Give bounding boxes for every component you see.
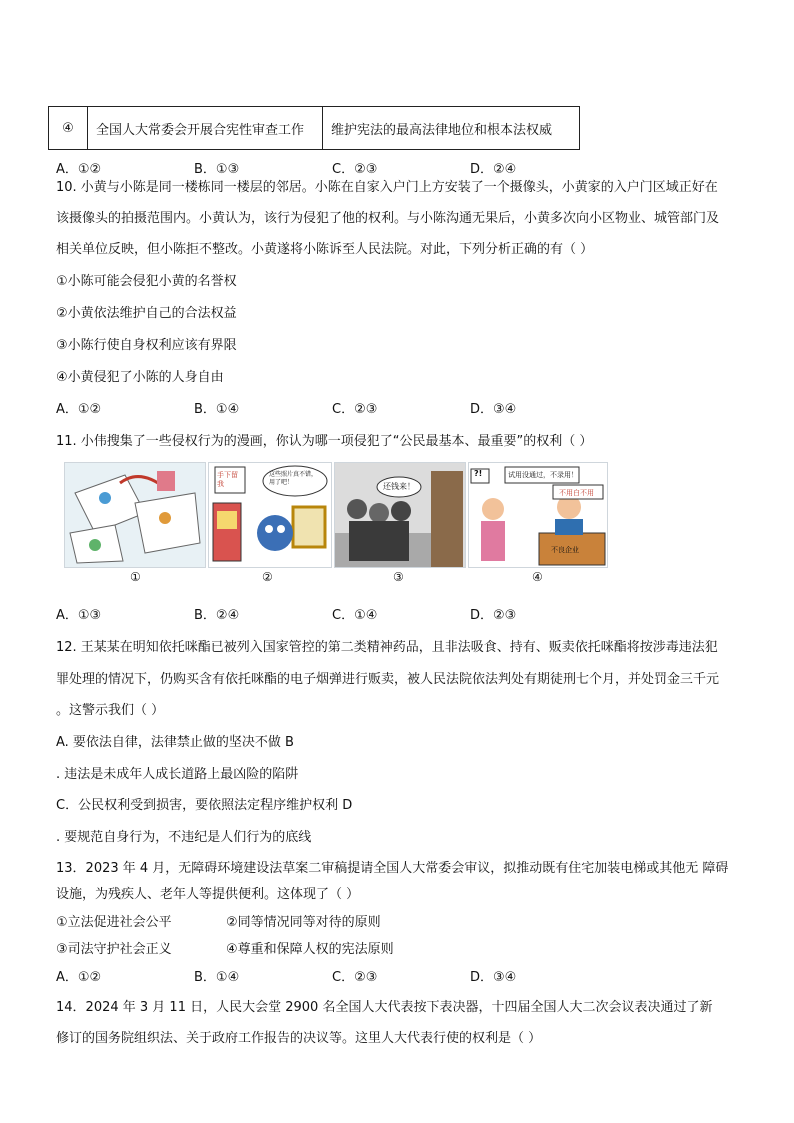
q13-option-a: A．①② [56, 970, 102, 985]
q11-option-b: B．②④ [194, 608, 240, 623]
q12-stem-line1: 12. 王某某在明知依托咪酯已被列入国家管控的第二类精神药品，且非法吸食、持有、贩卖依托咪酯将按涉毒违法犯 [56, 640, 718, 655]
cartoon-4-caption: ④ [532, 570, 543, 584]
table-cell-num: ④ [49, 107, 88, 150]
q9-option-c: C．②③ [332, 162, 378, 177]
q12-stem-line3: 。这警示我们（ ） [56, 703, 165, 718]
q10-stem-line1: 10. 小黄与小陈是同一楼栋同一楼层的邻居。小陈在自家入户门上方安装了一个摄像头，小黄家的入户门区域正好在 [56, 180, 718, 195]
q9-option-d: D．②④ [470, 162, 517, 177]
cartoon-2-sign: 手下留我 [217, 471, 238, 488]
q9-option-a: A．①② [56, 162, 102, 177]
cartoon-2 [208, 462, 332, 568]
cartoon-4-desk-sign: 不良企业 [551, 546, 579, 554]
cartoon-4-mark: ?! [474, 469, 483, 478]
q10-stem-line2: 该摄像头的拍摄范围内。小黄认为，该行为侵犯了他的权利。与小陈沟通无果后，小黄多次向小区物业、城管部门及 [56, 211, 720, 226]
q9-table [48, 106, 580, 150]
q10-item-3: ③小陈行使自身权利应该有界限 [56, 338, 237, 353]
q14-stem-line1: 14．2024 年 3 月 11 日，人民大会堂 2900 名全国人大代表按下表决器，十四届全国人大二次会议表决通过了新 [56, 1000, 713, 1015]
cartoon-1-drawing [65, 463, 205, 567]
q12-stem-line2: 罪处理的情况下，仍购买含有依托咪酯的电子烟弹进行贩卖，被人民法院依法判处有期徒刑七个月，并处罚金三千元 [56, 672, 720, 687]
cartoon-3 [334, 462, 466, 568]
q13-item-1: ①立法促进社会公平 [56, 915, 172, 930]
cartoon-1 [64, 462, 206, 568]
cartoon-3-bubble: 还钱来！ [383, 482, 415, 491]
q12-option-d: . 要规范自身行为，不违纪是人们行为的底线 [56, 830, 312, 845]
cartoon-4 [468, 462, 608, 568]
q10-option-a: A．①② [56, 402, 102, 417]
q13-stem-line2: 设施，为残疾人、老年人等提供便利。这体现了（ ） [56, 887, 360, 902]
q13-stem-line1: 13．2023 年 4 月，无障碍环境建设法草案二审稿提请全国人大常委会审议，拟推动既有住宅加装电梯或其他无 障碍 [56, 861, 729, 876]
q12-option-a: A. 要依法自律，法律禁止做的坚决不做 B [56, 735, 294, 750]
table-row [49, 107, 580, 150]
q13-item-2: ②同等情况同等对待的原则 [226, 915, 381, 930]
q9-option-b: B．①③ [194, 162, 240, 177]
q13-option-c: C．②③ [332, 970, 378, 985]
q10-option-c: C．②③ [332, 402, 378, 417]
table-cell-measure: 全国人大常委会开展合宪性审查工作 [88, 107, 323, 150]
q12-option-b: . 违法是未成年人成长道路上最凶险的陷阱 [56, 767, 299, 782]
table-cell-meaning: 维护宪法的最高法律地位和根本法权威 [323, 107, 580, 150]
cartoon-3-caption: ③ [393, 570, 404, 584]
q11-stem: 11. 小伟搜集了一些侵权行为的漫画，你认为哪一项侵犯了“公民最基本、最重要”的权利（ ） [56, 434, 593, 449]
q12-option-c: C．公民权利受到损害，要依照法定程序维护权利 D [56, 798, 353, 813]
q10-item-1: ①小陈可能会侵犯小黄的名誉权 [56, 274, 237, 289]
q10-item-2: ②小黄依法维护自己的合法权益 [56, 306, 237, 321]
q10-option-b: B．①④ [194, 402, 240, 417]
q10-stem-line3: 相关单位反映，但小陈拒不整改。小黄遂将小陈诉至人民法院。对此，下列分析正确的有（ ） [56, 242, 594, 257]
cartoon-2-bubble: 这些照片真不错，用了吧！ [269, 471, 318, 486]
cartoon-1-caption: ① [130, 570, 141, 584]
q13-item-3: ③司法守护社会正义 [56, 942, 172, 957]
q14-stem-line2: 修订的国务院组织法、关于政府工作报告的决议等。这里人大代表行使的权利是（ ） [56, 1031, 542, 1046]
q13-item-4: ④尊重和保障人权的宪法原则 [226, 942, 394, 957]
cartoon-4-bubble2: 不用白不用 [559, 489, 594, 497]
cartoon-4-bubble1: 试用没通过，不录用！ [508, 471, 578, 479]
q10-item-4: ④小黄侵犯了小陈的人身自由 [56, 370, 224, 385]
q13-option-b: B．①④ [194, 970, 240, 985]
q11-option-a: A．①③ [56, 608, 102, 623]
q10-option-d: D．③④ [470, 402, 517, 417]
cartoon-2-caption: ② [262, 570, 273, 584]
q13-option-d: D．③④ [470, 970, 517, 985]
cartoon-3-drawing [335, 463, 465, 567]
q11-option-d: D．②③ [470, 608, 517, 623]
q11-option-c: C．①④ [332, 608, 378, 623]
